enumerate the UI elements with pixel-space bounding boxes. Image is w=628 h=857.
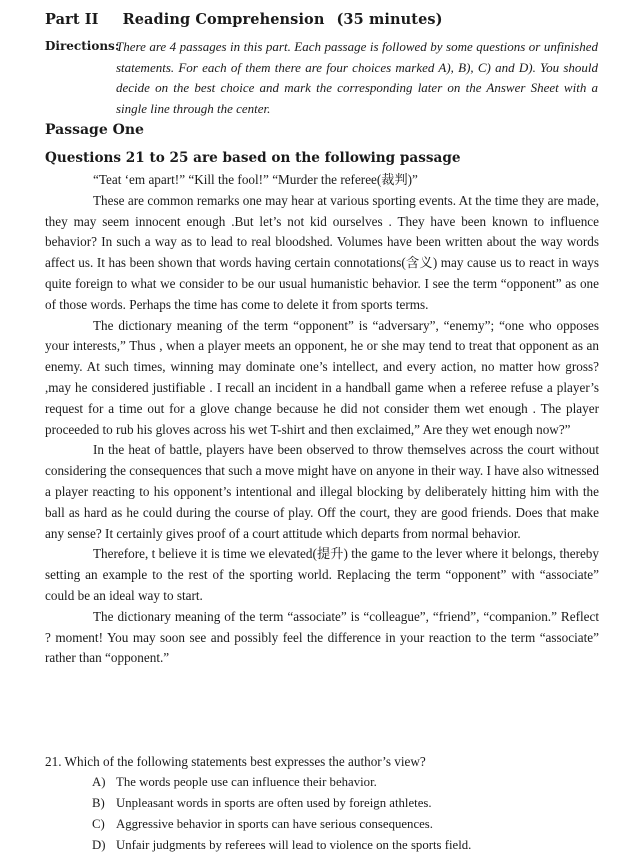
option-b (92, 793, 599, 814)
passage-label: Passage One (45, 122, 144, 138)
answer-options (92, 772, 599, 856)
question-21 (45, 751, 599, 856)
option-text: Aggressive behavior in sports can have serious consequences. (116, 817, 433, 831)
passage-paragraph-4: In the heat of battle, players have been observed to throw themselves across the court without considering the consequences that such a move might have on anyone in their way. I have also witnessed a player reacting to his opponent’s intentional and illegal blocking by deliberately hitting him with the ball as hard as he could during the course of play. Off the court, they are good friends. Does that make any sense? It certainly gives proof of a court attitude which departs from normal behavior. (45, 442, 599, 541)
passage-paragraph-5: Therefore, t believe it is time we elevated(提升) the game to the lever where it belongs, thereby setting an example to the rest of the sporting world. Replacing the term “opponent” with “associate” could be an ideal way to start. (45, 546, 599, 603)
question-stem: 21. Which of the following statements best expresses the author’s view? (45, 754, 426, 769)
passage-paragraph-2: These are common remarks one may hear at various sporting events. At the time they are made, they may seem innocent enough .But let’s not kid ourselves . They have been known to influence behavior? In such a way as to lead to real bloodshed. Volumes have been written about the way words affect us. It has been shown that words having certain connotations(含义) may cause us to react in ways quite foreign to what we consider to be our usual humanistic behavior. I see the term “opponent” as one of those words. Perhaps the time has come to delete it from sports terms. (45, 192, 599, 312)
section-heading (45, 11, 443, 28)
option-letter: D) (92, 838, 106, 852)
option-letter: A) (92, 775, 106, 789)
option-text: Unpleasant words in sports are often used by foreign athletes. (116, 796, 432, 810)
option-letter: B) (92, 796, 105, 810)
directions-label: Directions: (45, 39, 120, 53)
passage-paragraph-1: “Teat ‘em apart!” “Kill the fool!” “Murder the referee(裁判)” (93, 172, 418, 187)
passage-paragraph-3: The dictionary meaning of the term “opponent” is “adversary”, “enemy”; “one who opposes your interests,” Thus , when a player meets an opponent, he or she may tend to treat that opponent as an enemy. At such times, winning may dominate one’s intellect, and every action, no matter how gross? ,may he considered justifiable . I recall an incident in a handball game when a referee refuse a player’s request for a time out for a glove change because he did not consider them wet enough . The player proceeded to rub his gloves across his wet T-shirt and then exclaimed,” Are they wet enough now?” (45, 317, 599, 437)
passage-paragraph-6: The dictionary meaning of the term “associate” is “colleague”, “friend”, “companion.” Reflect ? moment! You may soon see and possibly feel the difference in your reaction to the term “associate” rather than “opponent.” (45, 608, 599, 666)
option-text: Unfair judgments by referees will lead to violence on the sports field. (116, 838, 472, 852)
option-a (92, 772, 599, 793)
section-title: Reading Comprehension (122, 11, 325, 28)
directions-text: There are 4 passages in this part. Each passage is followed by some questions or unfinished statements. For each of them there are four choices marked A), B), C) and D). You should decide on the best choice and mark the corresponding later on the Answer Sheet with a single line through the center. (116, 39, 598, 116)
option-d (92, 835, 599, 856)
option-letter: C) (92, 817, 105, 831)
option-c (92, 814, 599, 835)
questions-range-label: Questions 21 to 25 are based on the following passage (45, 150, 461, 166)
passage-body (45, 170, 599, 669)
part-number: Part II (45, 11, 99, 28)
section-time-limit: (35 minutes) (336, 11, 443, 28)
option-text: The words people use can influence their behavior. (116, 775, 377, 789)
